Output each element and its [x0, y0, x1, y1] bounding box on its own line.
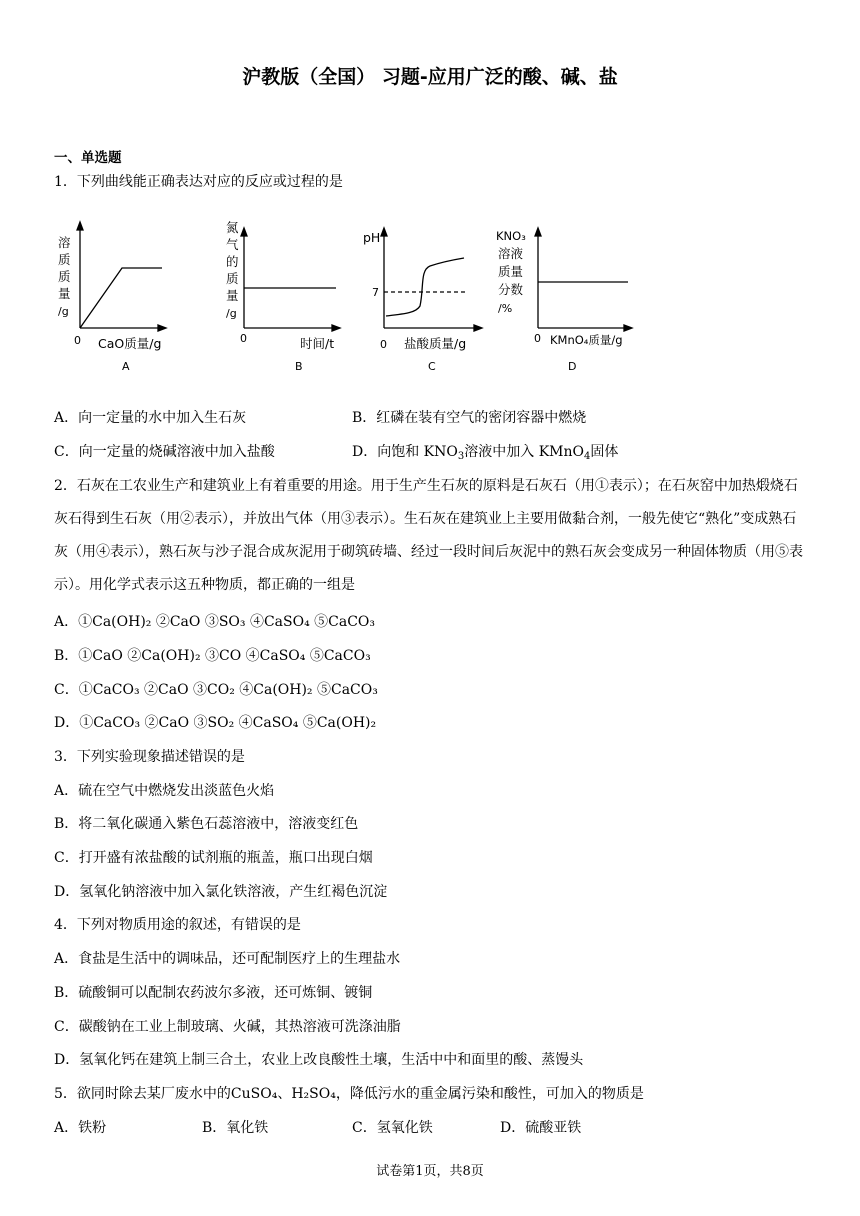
q2-stem: 2．石灰在工农业生产和建筑业上有着重要的用途。用于生产生石灰的原料是石灰石（用①表示）；在石灰窑中加热煅烧石灰石得到生石灰（用②表示），并放出气体（用③表示）。生石灰在建筑业上主要用做黏合剂，一般先使它“熟化”变成熟石灰（用④表示），熟石灰与沙子混合成灰泥用于砌筑砖墙、经过一段时间后灰泥中的熟石灰会变成另一种固体物质（用⑤表示）。用化学式表示这五种物质，都正确的一组是: [54, 478, 803, 593]
graph-d-y-arrow: [535, 228, 541, 236]
graph-a-ylabel-1: 溶: [58, 235, 71, 250]
graph-a-ylabel-4: 量: [58, 286, 71, 301]
q5-option-c[interactable]: C．氢氧化铁: [352, 1120, 433, 1136]
page-footer: 试卷第1页，共8页: [376, 1164, 484, 1179]
graph-c-y-arrow: [381, 228, 387, 236]
q3-option-a[interactable]: A．硫在空气中燃烧发出淡蓝色火焰: [54, 783, 275, 799]
q4-option-b[interactable]: B．硫酸铜可以配制农药波尔多液，还可炼铜、镀铜: [54, 985, 373, 1001]
q4-option-c[interactable]: C．碳酸钠在工业上制玻璃、火碱，其热溶液可洗涤油脂: [54, 1019, 401, 1035]
graph-c-xlabel: 盐酸质量/g: [404, 336, 467, 351]
q5-option-b[interactable]: B．氧化铁: [202, 1120, 269, 1136]
graph-a-ylabel-2: 质: [58, 252, 71, 267]
graph-b-origin: 0: [240, 332, 247, 345]
graph-d-ylabel-2: 溶液: [498, 246, 524, 261]
graph-b-ylabel-6: /g: [226, 307, 237, 320]
graph-d-ylabel-5: /%: [498, 302, 513, 315]
graph-a-xlabel: CaO质量/g: [98, 336, 162, 351]
graph-b-caption: B: [295, 360, 303, 373]
q2-option-d[interactable]: D．①CaCO₃ ②CaO ③SO₂ ④CaSO₄ ⑤Ca(OH)₂: [54, 715, 377, 731]
graph-d-ylabel-3: 质量: [498, 264, 524, 279]
graph-b-xlabel: 时间/t: [300, 336, 335, 351]
graph-c-origin: 0: [380, 338, 387, 351]
graph-d-ylabel-4: 分数: [498, 282, 524, 297]
graph-c-mark7: 7: [372, 286, 379, 299]
q3-option-c[interactable]: C．打开盛有浓盐酸的试剂瓶的瓶盖，瓶口出现白烟: [54, 850, 373, 866]
graph-b-ylabel-3: 的: [226, 254, 239, 269]
q4-option-d[interactable]: D．氢氧化钙在建筑上制三合土，农业上改良酸性土壤，生活中中和面里的酸、蒸馒头: [54, 1052, 584, 1068]
q5-option-d[interactable]: D．硫酸亚铁: [500, 1120, 582, 1136]
graph-d-xlabel: KMnO₄质量/g: [550, 333, 623, 347]
q1-option-d[interactable]: D．向饱和 $KNO_3$溶液中加入 KMnO$_4$固体: [352, 444, 619, 462]
graph-d-x-arrow: [624, 325, 632, 331]
graph-c-caption: C: [428, 360, 436, 373]
graph-b-x-arrow: [332, 325, 340, 331]
q2-option-a[interactable]: A．①Ca(OH)₂ ②CaO ③SO₃ ④CaSO₄ ⑤CaCO₃: [54, 614, 376, 630]
graph-c-ylabel: pH: [363, 230, 381, 245]
q4-stem: 4．下列对物质用途的叙述，有错误的是: [54, 917, 301, 933]
graph-a-ylabel-3: 质: [58, 269, 71, 284]
q5-option-a[interactable]: A．铁粉: [54, 1120, 107, 1136]
q1-option-c[interactable]: C．向一定量的烧碱溶液中加入盐酸: [54, 444, 275, 460]
graph-b-ylabel-1: 氮: [226, 220, 239, 235]
graph-d-caption: D: [568, 360, 577, 373]
graph-d-origin: 0: [534, 332, 541, 345]
graph-a-ylabel-5: /g: [58, 305, 69, 318]
graph-d-ylabel-1: KNO₃: [496, 229, 526, 243]
q2-option-b[interactable]: B．①CaO ②Ca(OH)₂ ③CO ④CaSO₄ ⑤CaCO₃: [54, 648, 371, 664]
q4-option-a[interactable]: A．食盐是生活中的调味品，还可配制医疗上的生理盐水: [54, 951, 401, 967]
q1-stem: 1．下列曲线能正确表达对应的反应或过程的是: [54, 174, 343, 190]
graph-c-curve: [386, 258, 464, 316]
graph-c-x-arrow: [474, 325, 482, 331]
graph-b-ylabel-5: 量: [226, 288, 239, 303]
q2-option-c[interactable]: C．①CaCO₃ ②CaO ③CO₂ ④Ca(OH)₂ ⑤CaCO₃: [54, 682, 378, 698]
q1-option-b[interactable]: B．红磷在装有空气的密闭容器中燃烧: [352, 410, 587, 426]
section-heading: 一、单选题: [54, 150, 122, 166]
q1-option-a[interactable]: A．向一定量的水中加入生石灰: [54, 410, 247, 426]
graph-a-origin: 0: [74, 334, 81, 347]
q5-stem: 5．欲同时除去某厂废水中的CuSO₄、H₂SO₄，降低污水的重金属污染和酸性，可加入的物质是: [54, 1086, 644, 1102]
q3-option-d[interactable]: D．氢氧化钠溶液中加入氯化铁溶液，产生红褐色沉淀: [54, 884, 388, 900]
graph-a-caption: A: [122, 360, 130, 373]
graph-b-ylabel-4: 质: [226, 271, 239, 286]
page-title: 沪教版（全国） 习题-应用广泛的酸、碱、盐: [242, 66, 618, 88]
graph-b-y-arrow: [241, 228, 247, 236]
graph-a-x-arrow: [158, 325, 166, 331]
graph-a-y-arrow: [77, 222, 83, 230]
graph-a-curve: [80, 268, 162, 328]
q3-stem: 3．下列实验现象描述错误的是: [54, 749, 245, 765]
q1-graphs: [54, 218, 654, 378]
q3-option-b[interactable]: B．将二氧化碳通入紫色石蕊溶液中，溶液变红色: [54, 816, 359, 832]
graph-b-ylabel-2: 气: [226, 237, 239, 252]
